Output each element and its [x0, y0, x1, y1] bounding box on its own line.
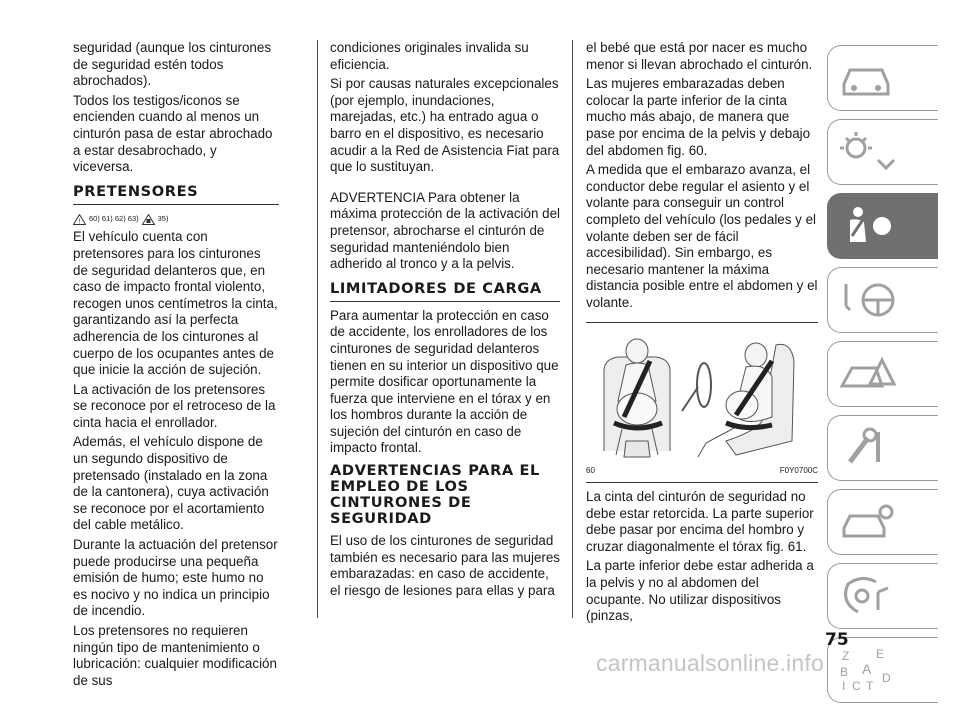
- paragraph: condiciones originales invalida su eficiencia.: [330, 40, 529, 72]
- caution-hand-icon: [142, 214, 155, 225]
- paragraph: Para aumentar la protección en caso de accidente, los enrolladores de los cinturones de seguridad delanteros tienen en su interior un dispositivo que permite dosificar oportunamente la fuerza que interviene en el tórax y en los hombros durante la acción de sujeción del cinturón en caso de impacto frontal.: [330, 307, 559, 456]
- chapter-tabs: [827, 45, 945, 711]
- svg-text:T: T: [866, 679, 874, 692]
- svg-text:E: E: [876, 647, 885, 661]
- tab-maintenance[interactable]: [827, 415, 938, 481]
- steering-key-icon: [838, 276, 898, 322]
- car-service-icon: [838, 498, 898, 544]
- paragraph: El uso de los cinturones de seguridad también es necesario para las mujeres embarazadas: en caso de accidente, el riesgo de lesiones para ellas y para: [330, 533, 560, 598]
- paragraph: Además, el vehículo dispone de un segundo dispositivo de pretensado (instalado en la zona de la cantonera), cuya activación se reconoce por el acortamiento del cable metálico.: [73, 434, 269, 533]
- column-1: [73, 40, 279, 692]
- caution-ref-numbers: 35): [157, 213, 169, 223]
- tab-multimedia[interactable]: [827, 563, 938, 629]
- svg-text:B: B: [840, 665, 849, 679]
- column-3: [586, 40, 818, 628]
- paragraph: El vehículo cuenta con pretensores para los cinturones de seguridad delanteros que, en caso de impacto frontal violento, recogen unos centímetros la cinta, garantizando así la perfecta adherencia de los cinturones al cuerpo de los ocupantes antes de que inicie la acción de sujeción.: [73, 229, 278, 378]
- paragraph: La parte inferior debe estar adherida a la pelvis y no al abdomen del ocupante. No utilizar dispositivos (pinzas,: [586, 558, 814, 624]
- warning-references: [73, 211, 279, 228]
- paragraph: La activación de los pretensores se reconoce por el retroceso de la cinta hacia el enrollador.: [73, 381, 276, 430]
- tab-dashboard[interactable]: [827, 45, 938, 111]
- section-heading-pretensores: PRETENSORES: [73, 184, 279, 205]
- watermark: carmanualsonline.info: [596, 650, 824, 676]
- figure-top-rule: [586, 322, 818, 323]
- tab-safety[interactable]: [827, 193, 938, 259]
- road-warning-icon: [838, 350, 898, 396]
- figure-60-illustration: [586, 331, 818, 461]
- paragraph: Todos los testigos/iconos se encienden cuando al menos un cinturón pasa de estar abrochado a estar desabrochado, y viceversa.: [73, 92, 273, 175]
- alphabet-index-icon: [838, 646, 898, 692]
- svg-text:!: !: [78, 218, 81, 225]
- figure-caption: [586, 463, 818, 484]
- paragraph: A medida que el embarazo avanza, el conductor debe regular el asiento y el volante para conseguir un control completo del vehículo (los pedales y el volante deben ser de fácil accesibilidad). Sin embargo, es necesario mantener la máxima distancia posible entre el abdomen y el volante.: [586, 162, 818, 310]
- paragraph: Las mujeres embarazadas deben colocar la parte inferior de la cinta mucho más abajo, de manera que pase por encima de la pelvis y debajo del abdomen fig. 60.: [586, 76, 811, 158]
- svg-text:I: I: [842, 679, 846, 692]
- warning-triangle-icon: [73, 214, 86, 225]
- paragraph: Si por causas naturales excepcionales (por ejemplo, inundaciones, marejadas, etc.) ha entrado agua o barro en el dispositivo, es necesario acudir a la Red de Asistencia Fiat para que lo sustituyan.: [330, 76, 560, 175]
- wrench-icon: [838, 424, 898, 470]
- svg-text:A: A: [862, 661, 872, 677]
- tab-warning-lights[interactable]: [827, 119, 938, 185]
- figure-number: 60: [586, 465, 595, 475]
- svg-text:C: C: [852, 679, 861, 692]
- warning-ref-numbers: 60) 61) 62) 63): [89, 213, 139, 223]
- column-divider: [317, 40, 318, 618]
- column-2: [330, 40, 560, 602]
- paragraph: seguridad (aunque los cinturones de seguridad estén todos abrochados).: [73, 40, 272, 89]
- multimedia-icon: [838, 572, 898, 618]
- tab-technical-data[interactable]: [827, 489, 938, 555]
- section-heading-limitadores: LIMITADORES DE CARGA: [330, 281, 560, 302]
- warning-lights-icon: [838, 128, 898, 174]
- paragraph: Durante la actuación del pretensor puede producirse una pequeña emisión de humo; este humo no es nocivo y no indica un principio de incendio.: [73, 537, 278, 619]
- paragraph: La cinta del cinturón de seguridad no debe estar retorcida. La parte superior debe pasar por encima del hombro y cruzar diagonalmente el tórax fig. 61.: [586, 489, 814, 554]
- tab-emergency[interactable]: [827, 341, 938, 407]
- paragraph: Los pretensores no requieren ningún tipo de mantenimiento o lubricación: cualquier modificación de sus: [73, 623, 277, 688]
- column-divider: [572, 40, 573, 618]
- svg-text:D: D: [882, 671, 891, 685]
- tab-starting-driving[interactable]: [827, 267, 938, 333]
- seat-belt-airbag-icon: [838, 202, 898, 248]
- page-number: 75: [825, 630, 849, 650]
- warning-paragraph: ADVERTENCIA Para obtener la máxima protección de la activación del pretensor, abrocharse el cinturón de seguridad manteniéndolo bien adherido al tronco y a la pelvis.: [330, 189, 560, 272]
- section-heading-advertencias: ADVERTENCIAS PARA EL EMPLEO DE LOS CINTURONES DE SEGURIDAD: [330, 462, 540, 528]
- pregnant-seatbelt-illustration: [586, 331, 818, 461]
- figure-code: F0Y0700C: [779, 465, 818, 475]
- svg-text:Z: Z: [842, 649, 850, 663]
- paragraph: el bebé que está por nacer es mucho menor si llevan abrochado el cinturón.: [586, 40, 813, 72]
- car-dashboard-icon: [838, 54, 898, 100]
